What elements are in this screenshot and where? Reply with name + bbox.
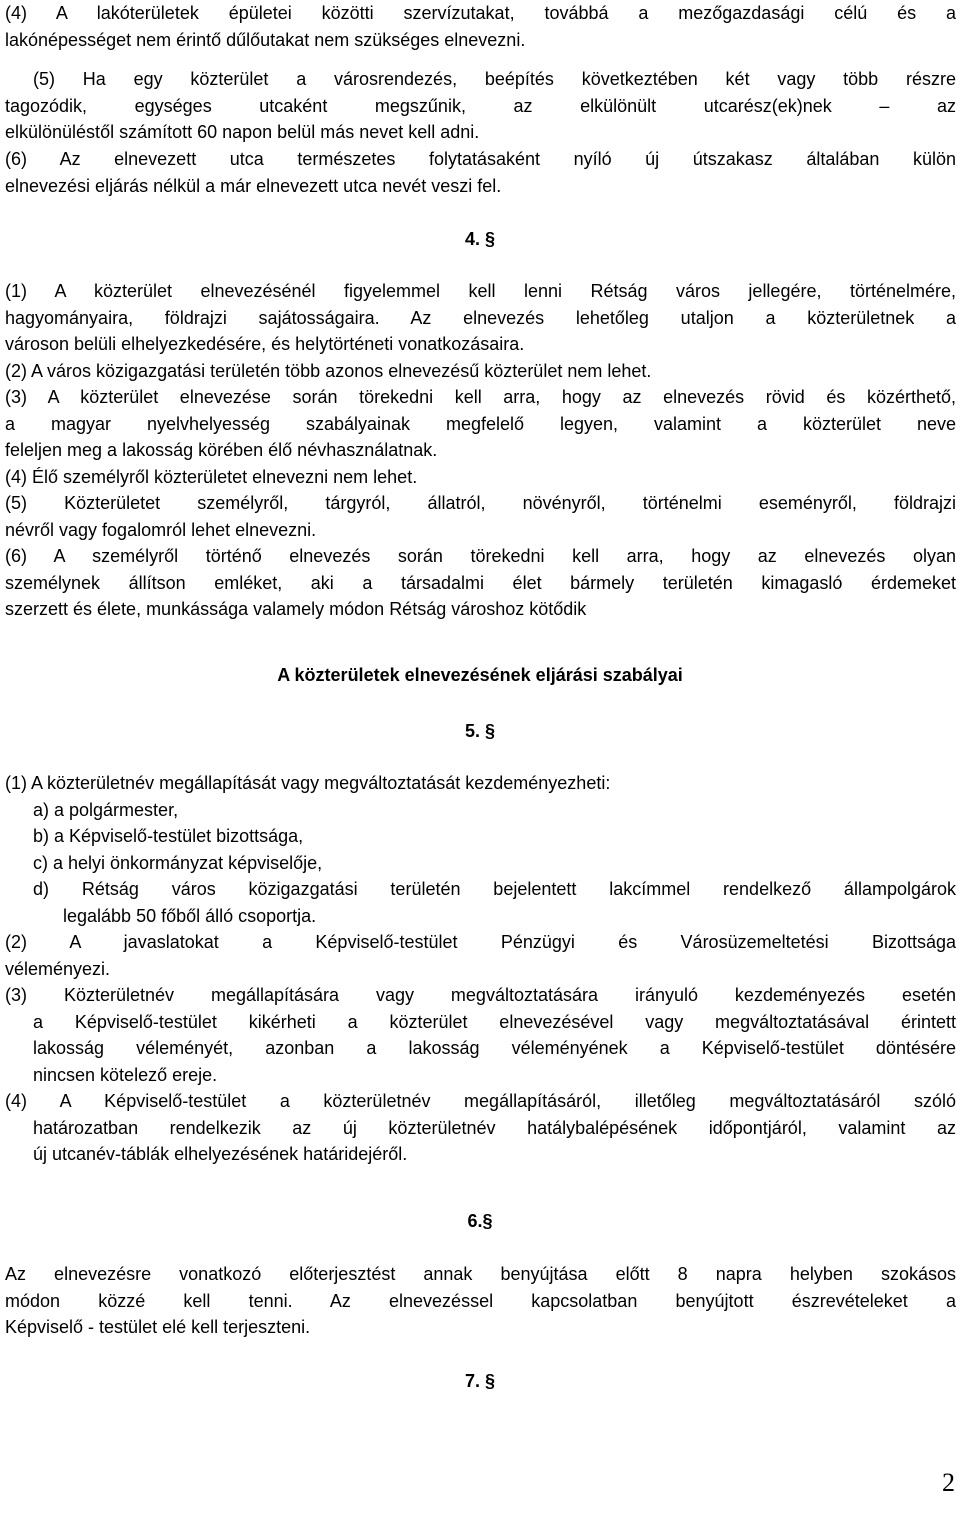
text-line: névről vagy fogalomról lehet elnevezni.	[5, 519, 317, 540]
section-title: A közterületek elnevezésének eljárási szabályai	[277, 665, 683, 685]
text-line: b) a Képviselő-testület bizottsága,	[33, 826, 304, 846]
section-6-body	[5, 1261, 956, 1341]
text-line: feleljen meg a lakosság körében élő névhasználatnak.	[5, 440, 438, 460]
text-line: Az elnevezésre vonatkozó előterjesztést annak benyújtása előtt 8 napra helyben szokásos	[5, 1264, 956, 1284]
text-line: (2) A város közigazgatási területén több azonos elnevezésű közterület nem lehet.	[5, 360, 652, 381]
text-line: (4) A lakóterületek épületei közötti szervízutakat, továbbá a mezőgazdasági célú és a	[5, 3, 956, 23]
text-line: (5) Közterületet személyről, tárgyról, állatról, növényről, történelmi eseményről, földrajzi	[5, 493, 956, 513]
text-line: elkülönüléstől számított 60 napon belül más nevet kell adni.	[5, 122, 480, 142]
text-line: új utcanév-táblák elhelyezésének határidejéről.	[33, 1144, 408, 1164]
section-heading-6: 6.§	[467, 1211, 493, 1231]
text-line: véleményezi.	[5, 958, 111, 979]
text-line: a Képviselő-testület kikérheti a közterület elnevezésével vagy megváltoztatásával érintett	[33, 1011, 956, 1032]
text-line: legalább 50 főből álló csoportja.	[63, 905, 317, 926]
page-number: 2	[942, 1468, 955, 1497]
text-line: (1) A közterület elnevezésénél figyelemmel kell lenni Rétság város jellegére, történelmére,	[5, 281, 956, 301]
text-line: városon belüli elhelyezkedésére, és helytörténeti vonatkozásaira.	[5, 334, 525, 354]
text-line: hagyományaira, földrajzi sajátosságaira. Az elnevezés lehetőleg utaljon a közterületnek a	[5, 307, 956, 328]
text-line: a) a polgármester,	[33, 799, 179, 820]
section-4-body	[5, 278, 956, 623]
text-line: (5) Ha egy közterület a városrendezés, beépítés következtében két vagy több részre	[33, 69, 956, 89]
text-line: d) Rétság város közigazgatási területén bejelentett lakcímmel rendelkező állampolgárok	[33, 879, 956, 899]
text-line: (2) A javaslatokat a Képviselő-testület Pénzügyi és Városüzemeltetési Bizottsága	[5, 932, 956, 952]
text-line: (6) A személyről történő elnevezés során törekedni kell arra, hogy az elnevezés olyan	[5, 546, 956, 566]
text-line: (4) A Képviselő-testület a közterületnév megállapításáról, illetőleg megváltoztatásáról szóló	[5, 1091, 956, 1111]
text-line: tagozódik, egységes utcaként megszűnik, az elkülönült utcarész(ek)nek – az	[5, 95, 956, 116]
text-line: (3) Közterületnév megállapítására vagy megváltoztatására irányuló kezdeményezés esetén	[5, 985, 956, 1005]
text-line: lakosság véleményét, azonban a lakosság véleményének a Képviselő-testület döntésére	[33, 1038, 956, 1058]
text-line: Képviselő - testület elé kell terjeszteni.	[5, 1317, 311, 1337]
paragraph-3-4	[5, 0, 956, 53]
paragraph-3-5	[5, 66, 956, 146]
text-line: elnevezési eljárás nélkül a már elnevezett utca nevét veszi fel.	[5, 175, 502, 196]
text-line: személynek állítson emléket, aki a társadalmi élet bármely területén kimagasló érdemeket	[5, 572, 956, 593]
text-line: a magyar nyelvhelyesség szabályainak megfelelő legyen, valamint a közterület neve	[5, 413, 956, 434]
text-line: (4) Élő személyről közterületet elnevezni nem lehet.	[5, 466, 418, 487]
text-line: módon közzé kell tenni. Az elnevezéssel kapcsolatban benyújtott észrevételeket a	[5, 1290, 956, 1311]
text-line: c) a helyi önkormányzat képviselője,	[33, 852, 323, 873]
section-5-body	[5, 770, 956, 1168]
text-line: lakónépességet nem érintő dűlőutakat nem szükséges elnevezni.	[5, 29, 526, 50]
text-line: (1) A közterületnév megállapítását vagy megváltoztatását kezdeményezheti:	[5, 773, 611, 793]
section-heading-7: 7. §	[464, 1371, 496, 1391]
text-line: (6) Az elnevezett utca természetes folytatásaként nyíló új útszakasz általában külön	[5, 149, 956, 169]
text-line: szerzett és élete, munkássága valamely módon Rétság városhoz kötődik	[5, 599, 587, 619]
paragraph-3-6	[5, 146, 956, 199]
section-heading-4: 4. §	[464, 229, 496, 249]
section-heading-5: 5. §	[464, 721, 496, 741]
text-line: határozatban rendelkezik az új közterületnév hatálybalépésének időpontjáról, valamint az	[33, 1117, 956, 1138]
text-line: (3) A közterület elnevezése során törekedni kell arra, hogy az elnevezés rövid és közérthető,	[5, 387, 956, 407]
text-line: nincsen kötelező ereje.	[33, 1064, 218, 1085]
